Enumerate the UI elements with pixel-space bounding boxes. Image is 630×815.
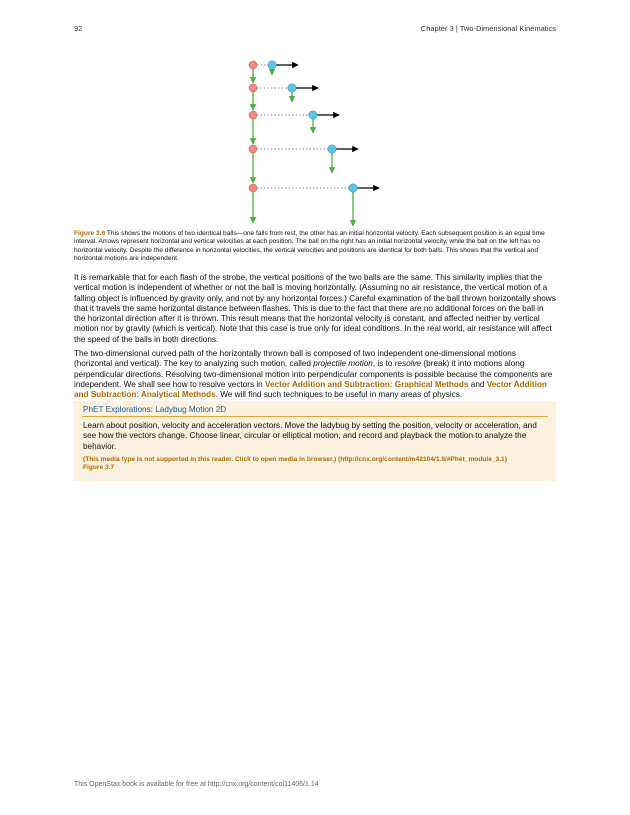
falling-ball <box>249 84 257 92</box>
falling-ball <box>249 184 257 192</box>
p2-text-d: and <box>468 379 487 389</box>
thrown-ball <box>268 61 276 69</box>
p2-text-a: The two-dimensional curved path of the horizontally thrown ball is composed of two independent one-dimensional motions (horizontal and vertical). The key to analyzing such motion, called <box>74 349 516 369</box>
projectile-figure <box>240 55 390 230</box>
phet-exploration-box <box>74 401 556 481</box>
term-projectile-motion: projectile motion <box>313 359 373 369</box>
phet-figure-label: Figure 3.7 <box>83 464 115 472</box>
p2-text-b: , is to <box>372 359 395 369</box>
phet-title: PhET Explorations: Ladybug Motion 2D <box>83 405 227 414</box>
paragraph-independence: It is remarkable that for each flash of the strobe, the vertical positions of the two balls are the same. This similarity implies that the vertical motion is independent of whether or not the ball is moving horizontally. (Assuming no air resistance, the vertical motion of a falling object is influenced by gravity only, and not by any horizontal forces.) Careful examination of the ball thrown horizontally shows that it travels the same horizontal distance between flashes. This is due to the fact that there are no additional forces on the ball in the horizontal direction after it is thrown. This result means that the horizontal velocity is constant, and affected neither by vertical motion nor by gravity (which is vertical). Note that this case is true only for ideal conditions. In the real world, air resistance will affect the speed of the balls in both directions. <box>74 273 556 344</box>
thrown-ball <box>309 111 317 119</box>
phet-description: Learn about position, velocity and acceleration vectors. Move the ladybug by setting the position, velocity or acceleration, and see how the vectors change. Choose linear, circular or elliptical motion, and record and playback the motion to analyze the behavior. <box>83 421 537 451</box>
page-number: 92 <box>74 24 83 33</box>
phet-divider <box>82 416 548 417</box>
p2-text-c: (break) it into motions along perpendicular directions. Resolving two-dimensional motion into perpendicular components is possible because the components are independent. We shall see how to resolve vectors in <box>74 359 553 389</box>
chapter-title: Chapter 3 | Two-Dimensional Kinematics <box>420 24 556 33</box>
paragraph-projectile <box>74 349 556 400</box>
term-resolve: resolve <box>394 359 422 369</box>
figure-label: Figure 3.6 <box>74 230 106 237</box>
figure-caption <box>74 230 556 264</box>
page-footer: This OpenStax book is available for free at http://cnx.org/content/col11406/1.14 <box>74 781 319 788</box>
thrown-ball <box>288 84 296 92</box>
thrown-ball <box>328 145 336 153</box>
p2-text-e: . We will find such techniques to be useful in many areas of physics. <box>215 390 463 400</box>
phet-media-note <box>83 456 507 473</box>
falling-ball <box>249 61 257 69</box>
phet-media-link[interactable]: (This media type is not supported in this reader. Click to open media in browser.) (http://cnx.org/content/m42104/1.8/#Phet_module_3.1) <box>83 456 507 463</box>
falling-ball <box>249 145 257 153</box>
thrown-ball <box>349 184 357 192</box>
falling-ball <box>249 111 257 119</box>
caption-text: This shows the motions of two identical balls—one falls from rest, the other has an initial horizontal velocity. Each subsequent position is an equal time interval. Arrows represent horizontal and vertical velocities at each position. The ball on the right has an initial horizontal velocity, while the ball on the left has no horizontal velocity. Despite the difference in horizontal velocities, the vertical velocities and positions are identical for both balls. This shows that the vertical and horizontal motions are independent. <box>74 230 545 263</box>
link-analytical-methods[interactable]: Vector Addition and Subtraction: Analytical Methods <box>74 379 547 400</box>
link-graphical-methods[interactable]: Vector Addition and Subtraction: Graphical Methods <box>265 379 469 389</box>
